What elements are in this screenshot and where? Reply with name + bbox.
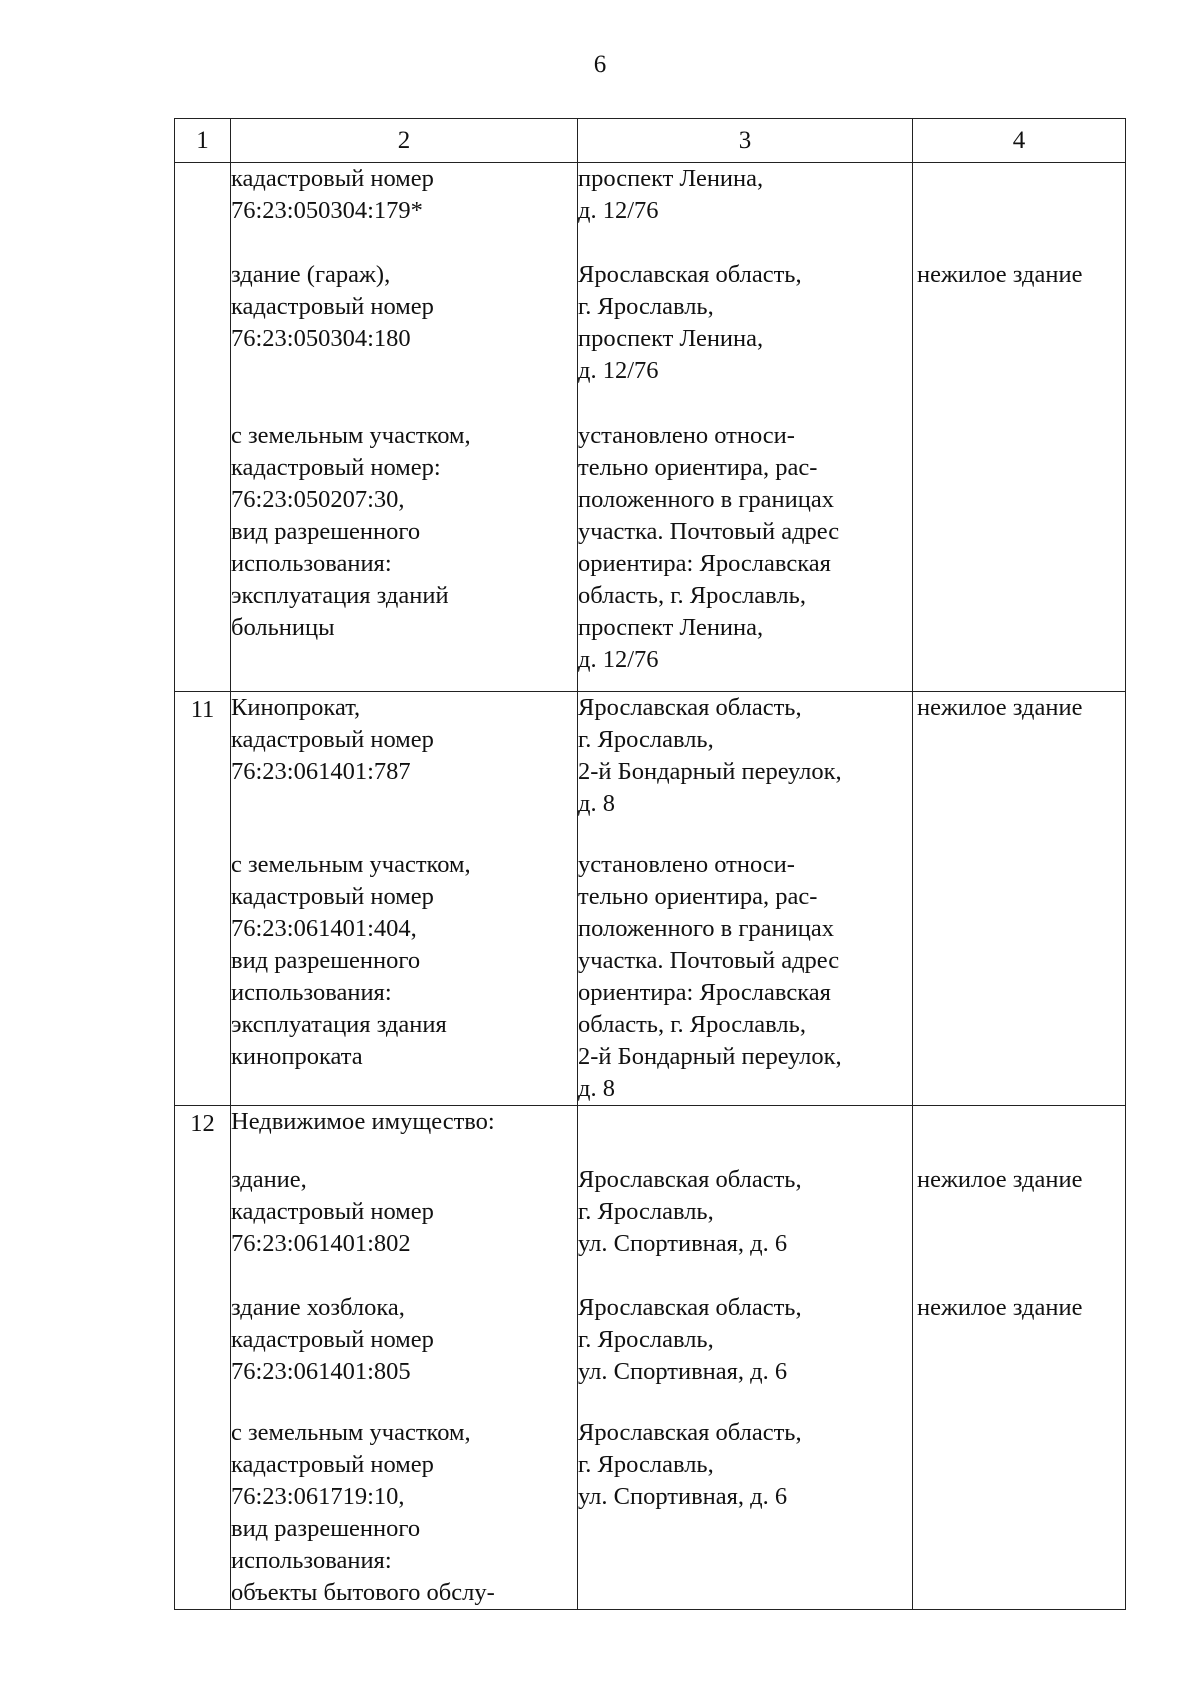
address-cell — [578, 1106, 913, 1610]
object-name-block: с земельным участком, кадастровый номер 76:23:061719:10, вид разрешенного использования: объекты бытового обслу- — [231, 1419, 495, 1606]
address-block: Ярославская область, г. Ярославль, ул. Спортивная, д. 6 — [578, 1294, 802, 1385]
table-row — [175, 163, 1126, 692]
address-block: установлено относи- тельно ориентира, рас- положенного в границах участка. Почтовый адрес ориентира: Ярославская область, г. Ярославль, проспект Ленина, д. 12/76 — [578, 422, 840, 673]
object-name-block: Недвижимое имущество: — [231, 1108, 495, 1135]
purpose-block: нежилое здание — [917, 261, 1083, 288]
purpose-block: нежилое здание — [917, 1294, 1083, 1321]
address-block: Ярославская область, г. Ярославль, проспект Ленина, д. 12/76 — [578, 261, 802, 384]
object-name-block: здание (гараж), кадастровый номер 76:23:050304:180 — [231, 261, 434, 352]
purpose-block: нежилое здание — [917, 1166, 1083, 1193]
purpose-block — [913, 163, 1125, 259]
object-name-block: с земельным участком, кадастровый номер: 76:23:050207:30, вид разрешенного использования: эксплуатация зданий больницы — [231, 422, 471, 641]
row-number-cell — [175, 163, 231, 692]
address-block: Ярославская область, г. Ярославль, ул. Спортивная, д. 6 — [578, 1419, 802, 1510]
object-name-block: с земельным участком, кадастровый номер 76:23:061401:404, вид разрешенного использования: эксплуатация здания кинопроката — [231, 851, 471, 1070]
row-number-cell — [175, 1106, 231, 1610]
address-block: Ярославская область, г. Ярославль, ул. Спортивная, д. 6 — [578, 1166, 802, 1257]
purpose-cell — [913, 1106, 1126, 1610]
header-col-3: 3 — [578, 119, 913, 163]
row-number: 12 — [190, 1110, 215, 1137]
table-header-row — [175, 119, 1126, 163]
row-number: 11 — [190, 696, 215, 723]
object-name-cell — [231, 1106, 578, 1610]
header-col-1: 1 — [175, 119, 231, 163]
purpose-cell — [913, 692, 1126, 1106]
object-name-block: здание, кадастровый номер 76:23:061401:802 — [231, 1166, 434, 1257]
purpose-block — [913, 1106, 1125, 1164]
object-name-block: Кинопрокат, кадастровый номер 76:23:061401:787 — [231, 694, 434, 785]
table-row — [175, 1106, 1126, 1610]
header-col-2: 2 — [231, 119, 578, 163]
address-cell — [578, 692, 913, 1106]
header-col-4: 4 — [913, 119, 1126, 163]
object-name-cell — [231, 692, 578, 1106]
purpose-block: нежилое здание — [917, 694, 1083, 721]
row-number-cell — [175, 692, 231, 1106]
address-block: проспект Ленина, д. 12/76 — [578, 165, 764, 224]
address-block: Ярославская область, г. Ярославль, 2-й Бондарный переулок, д. 8 — [578, 694, 842, 817]
address-cell — [578, 163, 913, 692]
page-number: 6 — [593, 51, 607, 78]
address-block — [578, 1106, 912, 1164]
table-row — [175, 692, 1126, 1106]
property-table — [174, 118, 1126, 1610]
object-name-block: здание хозблока, кадастровый номер 76:23:061401:805 — [231, 1294, 434, 1385]
address-block: установлено относи- тельно ориентира, рас- положенного в границах участка. Почтовый адрес ориентира: Ярославская область, г. Ярославль, 2-й Бондарный переулок, д. 8 — [578, 851, 842, 1102]
purpose-cell — [913, 163, 1126, 692]
object-name-block: кадастровый номер 76:23:050304:179* — [231, 165, 434, 224]
object-name-cell — [231, 163, 578, 692]
